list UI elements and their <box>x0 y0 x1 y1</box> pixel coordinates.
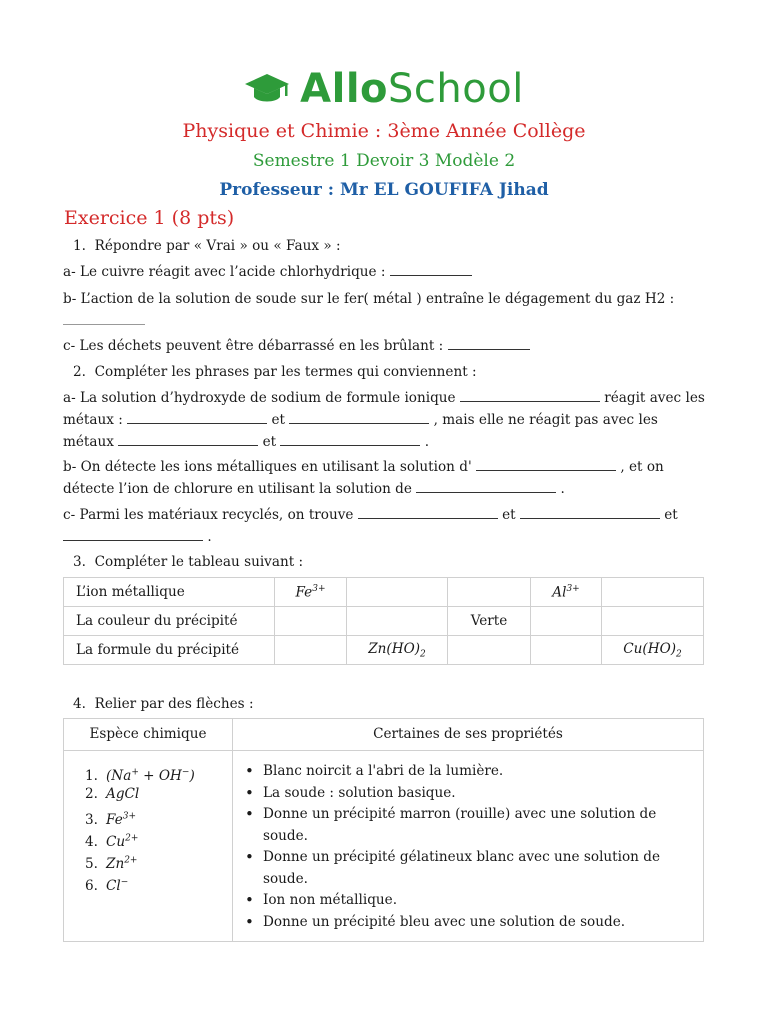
answer-blank[interactable] <box>280 432 420 446</box>
property-item[interactable]: • La soude : solution basique. <box>243 783 693 805</box>
table-cell-empty[interactable] <box>275 636 347 665</box>
table-cell-empty[interactable] <box>602 607 704 636</box>
answer-blank[interactable] <box>358 505 498 519</box>
species-item[interactable]: 4. $Cu^{2+}$ <box>85 833 139 850</box>
q2-item-a-line3: métaux et . <box>63 434 430 450</box>
answer-blank[interactable] <box>476 457 616 471</box>
table-row <box>64 607 704 636</box>
table-row <box>64 578 704 607</box>
table-cell-empty[interactable] <box>347 607 448 636</box>
alloschool-logo <box>0 66 768 112</box>
table-cell-empty[interactable] <box>531 636 602 665</box>
properties-list <box>243 761 693 933</box>
answer-blank[interactable] <box>460 388 600 402</box>
q3-heading: 3. Compléter le tableau suivant : <box>73 554 304 570</box>
logo-text: AlloSchool <box>300 66 524 112</box>
cell-color-green: Verte <box>448 607 531 636</box>
q1-heading: 1. Répondre par « Vrai » ou « Faux » : <box>73 238 341 254</box>
table-cell-empty[interactable] <box>275 607 347 636</box>
answer-blank[interactable] <box>127 410 267 424</box>
row-label-formula: La formule du précipité <box>64 636 275 665</box>
table-cell-empty[interactable] <box>602 578 704 607</box>
q1-item-b: b- L’action de la solution de soude sur le fer( métal ) entraîne le dégagement du gaz H2 : <box>63 291 675 307</box>
species-item[interactable]: 6. Cl− <box>85 877 129 894</box>
answer-blank[interactable] <box>118 432 258 446</box>
graduation-cap-icon <box>244 72 290 106</box>
q2-item-b-line2: détecte l’ion de chlorure en utilisant la solution de . <box>63 481 565 497</box>
q4-heading: 4. Relier par des flèches : <box>73 696 254 712</box>
q2-item-c-line2: . <box>63 527 212 548</box>
q2-item-b-line1: b- On détecte les ions métalliques en utilisant la solution d' , et on <box>63 459 664 475</box>
properties-cell <box>233 751 704 942</box>
answer-blank[interactable] <box>448 336 530 350</box>
cell-al-ion: $Al^{3+}$ <box>531 578 602 607</box>
species-list <box>74 761 222 893</box>
table-cell-empty[interactable] <box>448 636 531 665</box>
table-cell-empty[interactable] <box>531 607 602 636</box>
table-row <box>64 636 704 665</box>
q1-item-b-answer <box>63 311 145 332</box>
table-header-row <box>64 719 704 751</box>
property-item[interactable]: • Donne un précipité gélatineux blanc avec une solution de soude. <box>243 847 693 890</box>
species-item[interactable]: 1. (Na+ + OH−) <box>85 767 195 784</box>
species-item[interactable]: 2. AgCl <box>85 786 140 802</box>
q1-item-c: c- Les déchets peuvent être débarrassé en les brûlant : <box>63 336 530 357</box>
q2-item-c-line1: c- Parmi les matériaux recyclés, on trouve et et <box>63 507 678 523</box>
matching-table <box>63 718 704 942</box>
row-label-color: La couleur du précipité <box>64 607 275 636</box>
cell-zn-formula: $Zn(HO)_2$ <box>347 636 448 665</box>
species-item[interactable]: 5. $Zn^{2+}$ <box>85 855 138 872</box>
answer-blank[interactable] <box>63 311 145 325</box>
cell-fe-ion: $Fe^{3+}$ <box>275 578 347 607</box>
exam-title: Semestre 1 Devoir 3 Modèle 2 <box>252 151 516 171</box>
property-item[interactable]: • Donne un précipité bleu avec une solution de soude. <box>243 912 693 934</box>
property-item[interactable]: • Blanc noircit a l'abri de la lumière. <box>243 761 693 783</box>
species-item[interactable]: 3. $Fe^{3+}$ <box>85 811 137 828</box>
answer-blank[interactable] <box>390 262 472 276</box>
answer-blank[interactable] <box>63 527 203 541</box>
species-cell <box>64 751 233 942</box>
answer-blank[interactable] <box>416 479 556 493</box>
table-cell-empty[interactable] <box>347 578 448 607</box>
exercise-title: Exercice 1 (8 pts) <box>64 207 235 229</box>
subject-title: Physique et Chimie : 3ème Année Collège <box>182 120 586 142</box>
answer-blank[interactable] <box>289 410 429 424</box>
property-item[interactable]: • Donne un précipité marron (rouille) avec une solution de soude. <box>243 804 693 847</box>
table-row <box>64 751 704 942</box>
cell-cu-formula: $Cu(HO)_2$ <box>602 636 704 665</box>
q2-heading: 2. Compléter les phrases par les termes qui conviennent : <box>73 364 477 380</box>
q2-item-a-line2: métaux : et , mais elle ne réagit pas avec les <box>63 412 658 428</box>
column-header-species: Espèce chimique <box>64 719 233 751</box>
q2-item-a-line1: a- La solution d’hydroxyde de sodium de formule ionique réagit avec les <box>63 390 705 406</box>
property-item[interactable]: • Ion non métallique. <box>243 890 693 912</box>
ion-precipitate-table <box>63 577 704 665</box>
teacher-name: Professeur : Mr EL GOUFIFA Jihad <box>219 180 549 200</box>
answer-blank[interactable] <box>520 505 660 519</box>
row-label-ion: L’ion métallique <box>64 578 275 607</box>
q1-item-a: a- Le cuivre réagit avec l’acide chlorhydrique : <box>63 262 472 283</box>
table-cell-empty[interactable] <box>448 578 531 607</box>
column-header-properties: Certaines de ses propriétés <box>233 719 704 751</box>
